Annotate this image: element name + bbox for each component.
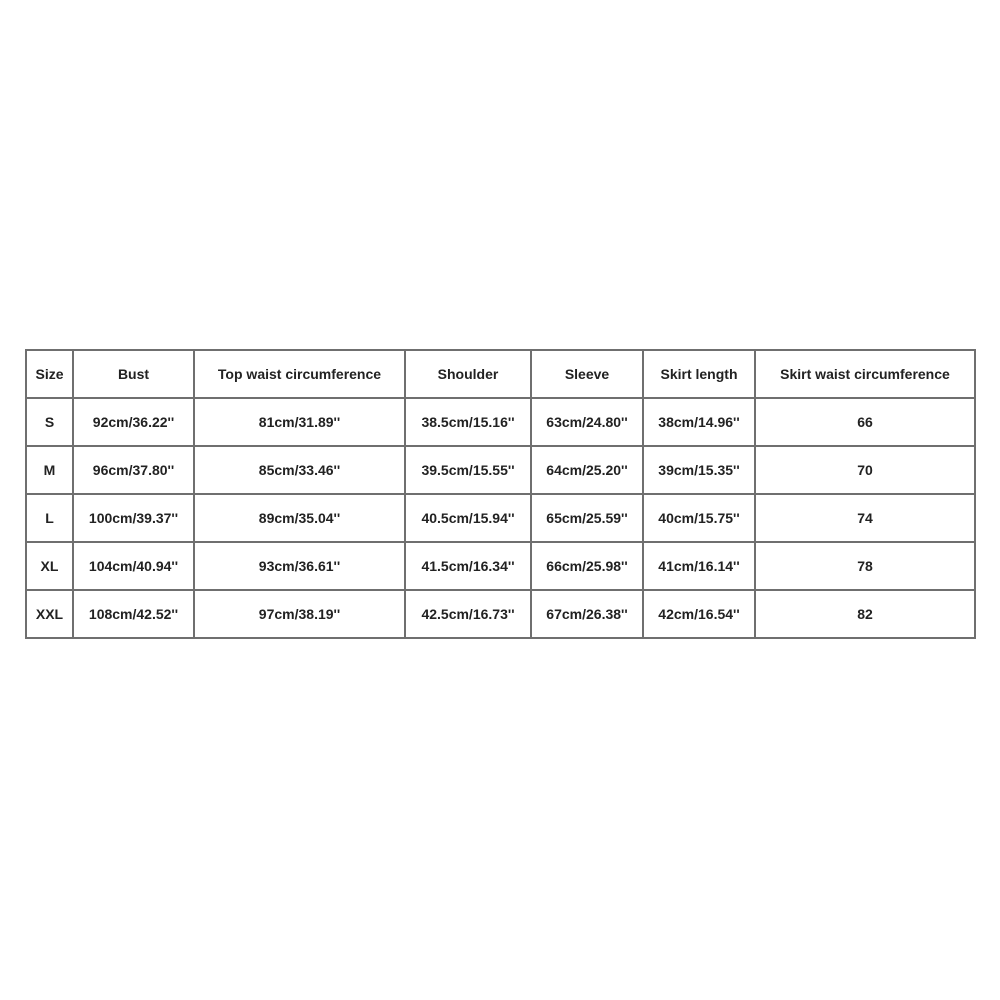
cell-size: L: [26, 494, 73, 542]
cell-skirt-waist: 82: [755, 590, 975, 638]
cell-skirt-waist: 74: [755, 494, 975, 542]
header-top-waist: Top waist circumference: [194, 350, 405, 398]
cell-skirt-length: 39cm/15.35'': [643, 446, 755, 494]
cell-skirt-length: 38cm/14.96'': [643, 398, 755, 446]
cell-top-waist: 85cm/33.46'': [194, 446, 405, 494]
cell-skirt-length: 42cm/16.54'': [643, 590, 755, 638]
cell-bust: 96cm/37.80'': [73, 446, 194, 494]
table-row: [26, 590, 975, 638]
cell-sleeve: 65cm/25.59'': [531, 494, 643, 542]
header-sleeve: Sleeve: [531, 350, 643, 398]
header-bust: Bust: [73, 350, 194, 398]
cell-size: XL: [26, 542, 73, 590]
cell-size: M: [26, 446, 73, 494]
cell-bust: 92cm/36.22'': [73, 398, 194, 446]
cell-top-waist: 81cm/31.89'': [194, 398, 405, 446]
cell-skirt-length: 40cm/15.75'': [643, 494, 755, 542]
cell-bust: 108cm/42.52'': [73, 590, 194, 638]
cell-skirt-length: 41cm/16.14'': [643, 542, 755, 590]
cell-size: S: [26, 398, 73, 446]
table-row: [26, 446, 975, 494]
cell-shoulder: 39.5cm/15.55'': [405, 446, 531, 494]
cell-shoulder: 38.5cm/15.16'': [405, 398, 531, 446]
header-skirt-length: Skirt length: [643, 350, 755, 398]
header-shoulder: Shoulder: [405, 350, 531, 398]
cell-shoulder: 40.5cm/15.94'': [405, 494, 531, 542]
cell-sleeve: 64cm/25.20'': [531, 446, 643, 494]
size-chart-table: [25, 349, 976, 639]
cell-top-waist: 89cm/35.04'': [194, 494, 405, 542]
table-header-row: [26, 350, 975, 398]
cell-top-waist: 97cm/38.19'': [194, 590, 405, 638]
cell-bust: 104cm/40.94'': [73, 542, 194, 590]
cell-skirt-waist: 78: [755, 542, 975, 590]
cell-bust: 100cm/39.37'': [73, 494, 194, 542]
cell-sleeve: 66cm/25.98'': [531, 542, 643, 590]
cell-skirt-waist: 70: [755, 446, 975, 494]
table-row: [26, 542, 975, 590]
cell-sleeve: 67cm/26.38'': [531, 590, 643, 638]
size-chart-container: [25, 349, 975, 639]
header-size: Size: [26, 350, 73, 398]
cell-sleeve: 63cm/24.80'': [531, 398, 643, 446]
cell-top-waist: 93cm/36.61'': [194, 542, 405, 590]
cell-size: XXL: [26, 590, 73, 638]
cell-skirt-waist: 66: [755, 398, 975, 446]
table-row: [26, 398, 975, 446]
cell-shoulder: 41.5cm/16.34'': [405, 542, 531, 590]
cell-shoulder: 42.5cm/16.73'': [405, 590, 531, 638]
header-skirt-waist: Skirt waist circumference: [755, 350, 975, 398]
table-row: [26, 494, 975, 542]
